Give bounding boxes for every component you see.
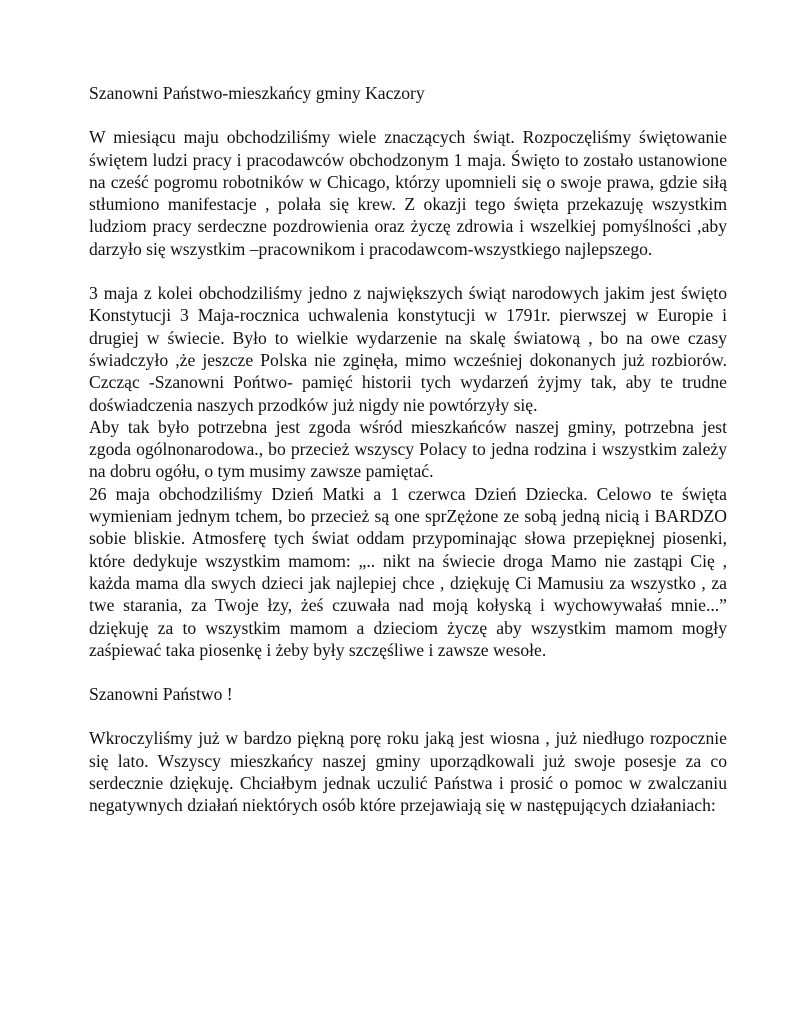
paragraph-unity: Aby tak było potrzebna jest zgoda wśród mieszkańców naszej gminy, potrzebna jest zgoda ogólnonarodowa., bo przecież wszyscy Polacy to jedna rodzina i wszystkim zależy na dobru ogółu, o tym musimy zawsze pamiętać.: [89, 416, 727, 482]
paragraph-constitution: 3 maja z kolei obchodziliśmy jedno z największych świąt narodowych jakim jest święto Konstytucji 3 Maja-rocznica uchwalenia konstytucji w 1791r. pierwszej w Europie i drugiej w świecie. Było to wielkie wydarzenie na skalę światową , bo na owe czasy świadczyło ,że jeszcze Polska nie zginęła, mimo wcześniej dokonanych już rozbiorów. Czcząc -Szanowni Pońtwo- pamięć historii tych wydarzeń żyjmy tak, aby te trudne doświadczenia naszych przodków już nigdy nie powtórzyły się.: [89, 283, 727, 415]
letter-salutation: Szanowni Państwo !: [89, 684, 233, 705]
paragraph-may-day: W miesiącu maju obchodziliśmy wiele znaczących świąt. Rozpoczęliśmy świętowanie świętem ludzi pracy i pracodawców obchodzonym 1 maja. Święto to zostało ustanowione na cześć pogromu robotników w Chicago, którzy upomnieli się o swoje prawa, gdzie siłą stłumiono manifestacje , polała się krew. Z okazji tego święta przekazuję wszystkim ludziom pracy serdeczne pozdrowienia oraz życzę zdrowia i wszelkiej pomyślności ,aby darzyło się wszystkim –pracownikom i pracodawcom-wszystkiego najlepszego.: [89, 127, 727, 259]
letter-greeting: Szanowni Państwo-mieszkańcy gminy Kaczory: [89, 83, 425, 103]
paragraph-mothers-day: 26 maja obchodziliśmy Dzień Matki a 1 czerwca Dzień Dziecka. Celowo te święta wymieniam jednym tchem, bo przecież są one sprZężone ze sobą jedną nicią i BARDZO sobie bliskie. Atmosferę tych świat oddam przypominając słowa przepięknej piosenki, które dedykuje wszystkim mamom: „.. nikt na świecie droga Mamo nie zastąpi Cię , każda mama dla swych dzieci jak najlepiej chce , dziękuję Ci Mamusiu za wszystko , za twe starania, za Twoje łzy, żeś czuwała nad moją kołyską i wychowywałaś mnie...” dziękuję za to wszystkim mamom a dzieciom życzę aby wszystkim mamom mogły zaśpiewać taka piosenkę i żeby były szczęśliwe i zawsze wesołe.: [89, 483, 727, 660]
letter-page: [89, 82, 727, 817]
paragraph-spring: Wkroczyliśmy już w bardzo piękną porę roku jaką jest wiosna , już niedługo rozpocznie się lato. Wszyscy mieszkańcy naszej gminy uporządkowali już swoje posesje za co serdecznie dziękuję. Chciałbym jednak uczulić Państwa i prosić o pomoc w zwalczaniu negatywnych działań niektórych osób które przejawiają się w następujących działaniach:: [89, 728, 727, 816]
